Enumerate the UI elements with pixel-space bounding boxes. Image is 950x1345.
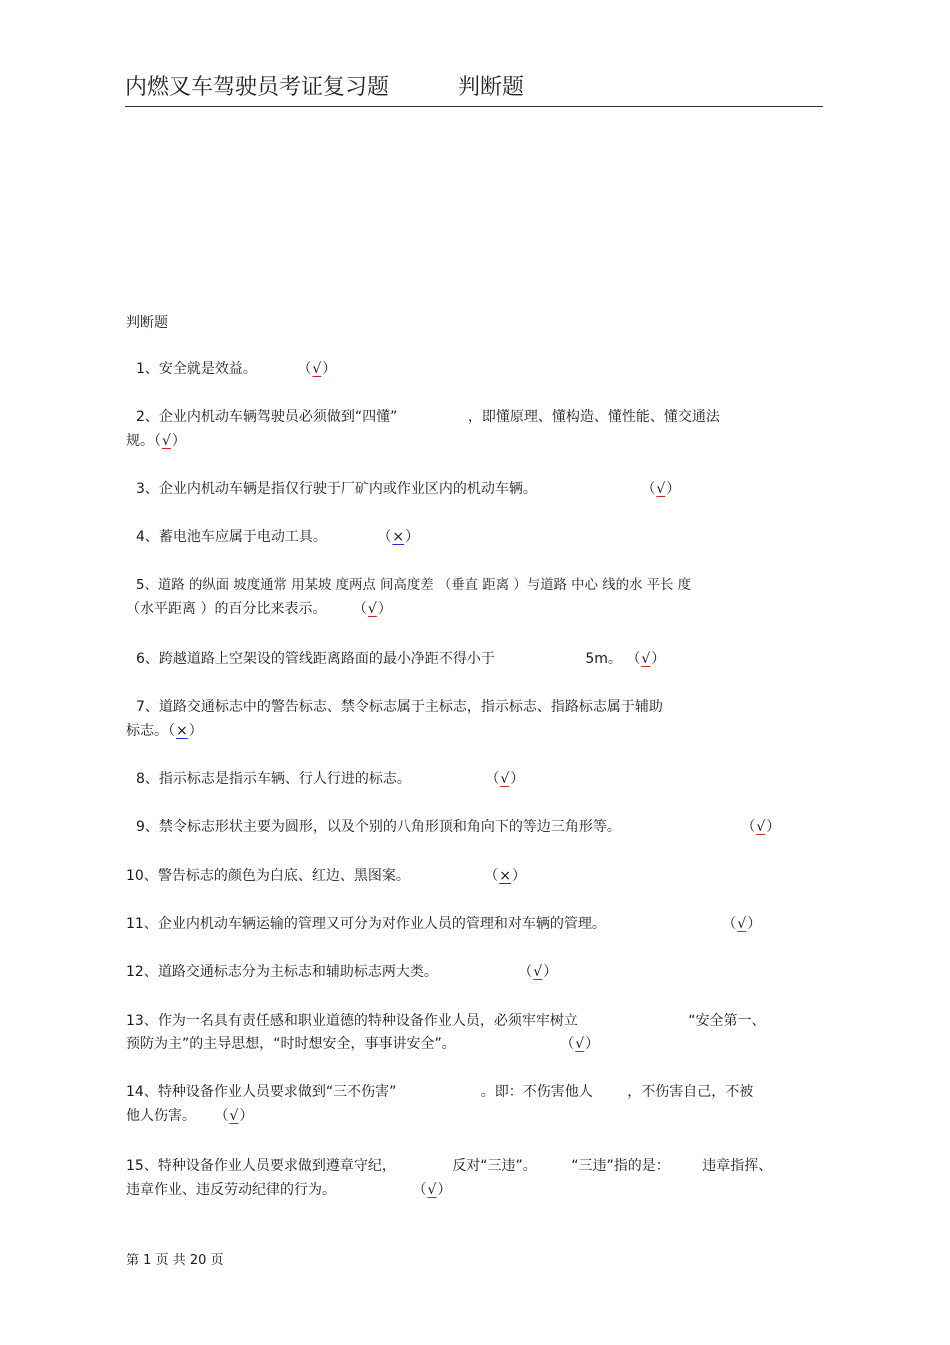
question-text: 6、跨越道路上空架设的管线距离路面的最小净距不得小于: [136, 651, 495, 667]
question-text: 4、蓄电池车应属于电动工具。: [136, 529, 327, 545]
page-number: 1: [143, 1253, 152, 1268]
answer: （√）: [518, 964, 558, 980]
question-7-line-2: 标志。（×）: [126, 723, 203, 739]
answer: （×）: [484, 868, 527, 884]
question-11: [126, 914, 761, 934]
answer: （√）: [352, 601, 392, 617]
question-text: 7、道路交通标志中的警告标志、禁令标志属于主标志，指示标志、指路标志属于辅助: [136, 699, 663, 715]
check-mark: √: [575, 1036, 585, 1052]
question-6: 6、跨越道路上空架设的管线距离路面的最小净距不得小于 5m。 （√）: [136, 651, 666, 667]
question-text: 5、道路 的纵面 坡度通常 用某坡 度两点 间高度差 （垂直 距离 ）与道路 中心 线的水 平长 度: [136, 578, 692, 593]
answer: （√）: [214, 1108, 254, 1124]
answer: （×）: [377, 529, 420, 545]
question-text: 8、指示标志是指示车辆、行人行进的标志。: [136, 771, 411, 787]
question-5: [136, 576, 691, 596]
document-title: 内燃叉车驾驶员考证复习题: [125, 75, 390, 100]
question-text: 11、企业内机动车辆运输的管理又可分为对作业人员的管理和对车辆的管理。: [126, 916, 606, 932]
section-title: 判断题: [126, 315, 168, 331]
question-13: 13、作为一名具有责任感和职业道德的特种设备作业人员，必须牢牢树立 “安全第一、: [126, 1013, 766, 1029]
check-mark: √: [229, 1108, 239, 1124]
answer: （√）: [626, 651, 666, 667]
question-1: [136, 359, 336, 379]
question-3: [136, 479, 680, 499]
question-text: ，即懂原理、懂构造、懂性能、懂交通法: [467, 409, 720, 425]
check-mark: √: [162, 433, 171, 449]
document-subtitle: 判断题: [458, 75, 525, 100]
check-mark: √: [656, 481, 666, 497]
answer: （√）: [297, 361, 337, 377]
answer: （√）: [641, 481, 681, 497]
question-text: 13、作为一名具有责任感和职业道德的特种设备作业人员，必须牢牢树立: [126, 1013, 578, 1029]
question-8: [136, 769, 524, 789]
question-14-line-2: 他人伤害。 （√）: [126, 1108, 254, 1124]
answer: （√）: [485, 771, 525, 787]
page-footer: 第 1 页 共 20 页: [126, 1253, 224, 1268]
answer: （√）: [412, 1182, 452, 1198]
check-mark: √: [756, 819, 766, 835]
question-text: 3、企业内机动车辆是指仅行驶于厂矿内或作业区内的机动车辆。: [136, 481, 537, 497]
question-text: 10、警告标志的颜色为白底、红边、黑图案。: [126, 868, 410, 884]
answer: （√）: [722, 916, 762, 932]
question-text: 14、特种设备作业人员要求做到“三不伤害”: [126, 1084, 397, 1100]
cross-mark: ×: [176, 723, 188, 739]
cross-mark: ×: [499, 868, 512, 884]
check-mark: √: [641, 651, 651, 667]
answer: （√）: [560, 1036, 600, 1052]
question-text: 1、安全就是效益。: [136, 361, 257, 377]
cross-mark: ×: [392, 529, 405, 545]
page-header: [125, 70, 823, 107]
question-9: [136, 817, 780, 837]
question-text: 9、禁令标志形状主要为圆形，以及个别的八角形顶和角向下的等边三角形等。: [136, 819, 621, 835]
check-mark: √: [427, 1182, 437, 1198]
question-14: 14、特种设备作业人员要求做到“三不伤害” 。即：不伤害他人 ，不伤害自己，不被: [126, 1084, 754, 1100]
question-text: 12、道路交通标志分为主标志和辅助标志两大类。: [126, 964, 438, 980]
check-mark: √: [737, 916, 747, 932]
page-total: 20: [189, 1253, 207, 1268]
question-12: [126, 962, 557, 982]
question-2-line-2: 规。（√）: [126, 433, 186, 449]
check-mark: √: [500, 771, 510, 787]
check-mark: √: [312, 361, 322, 377]
question-4: [136, 527, 419, 547]
answer: （√）: [741, 819, 781, 835]
question-13-line-2: 预防为主”的主导思想，“时时想安全，事事讲安全”。 （√）: [126, 1036, 600, 1052]
question-15: 15、特种设备作业人员要求做到遵章守纪， 反对“三违”。 “三违”指的是： 违章指挥、: [126, 1158, 773, 1174]
question-5-line-2: （水平距离 ）的百分比来表示。 （√）: [126, 601, 392, 617]
question-text: 2、企业内机动车辆驾驶员必须做到“四懂”: [136, 409, 398, 425]
question-text: 15、特种设备作业人员要求做到遵章守纪，: [126, 1158, 396, 1174]
question-15-line-2: 违章作业、违反劳动纪律的行为。 （√）: [126, 1182, 452, 1198]
question-2: [136, 407, 720, 427]
question-10: [126, 866, 526, 886]
check-mark: √: [533, 964, 543, 980]
check-mark: √: [367, 601, 377, 617]
question-7: [136, 697, 663, 717]
